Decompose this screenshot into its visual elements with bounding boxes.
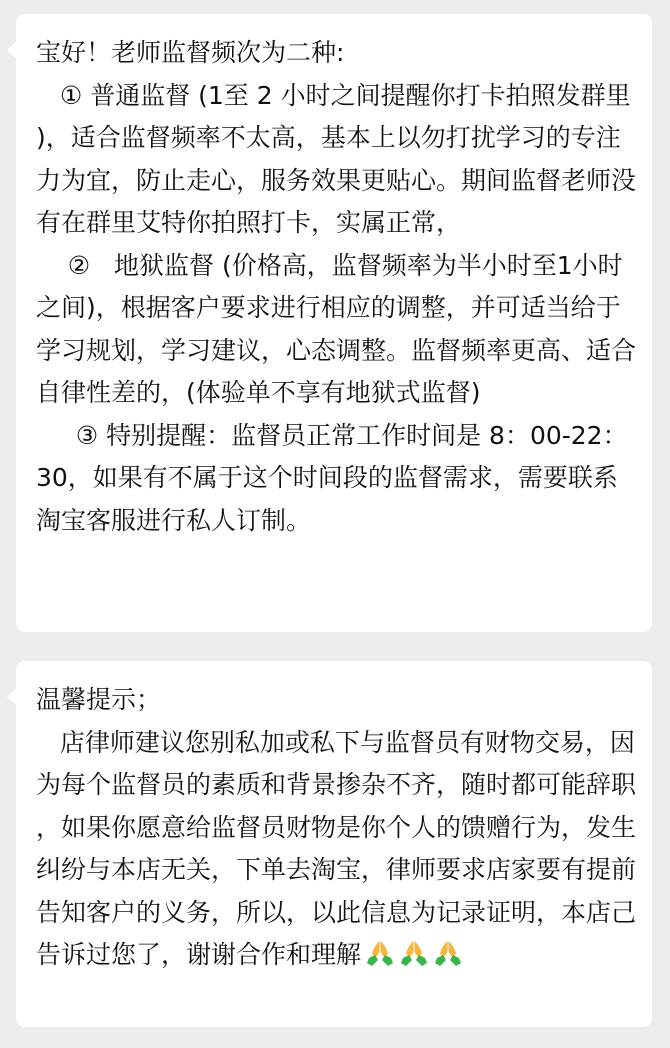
message-bubble[interactable] [16,661,652,1027]
message-line: ② 地狱监督 (价格高，监督频率为半小时至1小时之间)，根据客户要求进行相应的调整，并可适当给于学习规划，学习建议，心态调整。监督频率更高、适合自律性差的，(体验单不享有地狱式监督) [36,250,637,407]
message-line: ① 普通监督 (1至 2 小时之间提醒你打卡拍照发群里)，适合监督频率不太高，基本上以勿打扰学习的专注力为宜，防止走心，服务效果更贴心。期间监督老师没有在群里艾特你拍照打卡，实属正常， [36,80,637,237]
message-line: ③ 特别提醒：监督员正常工作时间是 8：00-22：30，如果有不属于这个时间段的监督需求，需要联系淘宝客服进行私人订制。 [36,420,628,535]
message-line [36,722,636,977]
folded-hands-icon [365,939,395,967]
message-text: 店律师建议您别私加或私下与监督员有财物交易，因为每个监督员的素质和背景掺杂不齐，随时都可能辞职，如果你愿意给监督员财物是你个人的馈赠行为，发生纠纷与本店无关，下单去淘宝，律师要求店家要有提前告知客户的义务，所以，以此信息为记录证明，本店己告诉过您了，谢谢合作和理解 [36,727,637,969]
folded-hands-icon [399,939,429,967]
message-line: 宝好！老师监督频次为二种: [36,38,345,67]
emoji-row [365,939,463,967]
message-bubble[interactable] [16,14,652,632]
folded-hands-icon [433,939,463,967]
message-line: 温馨提示； [36,685,162,714]
